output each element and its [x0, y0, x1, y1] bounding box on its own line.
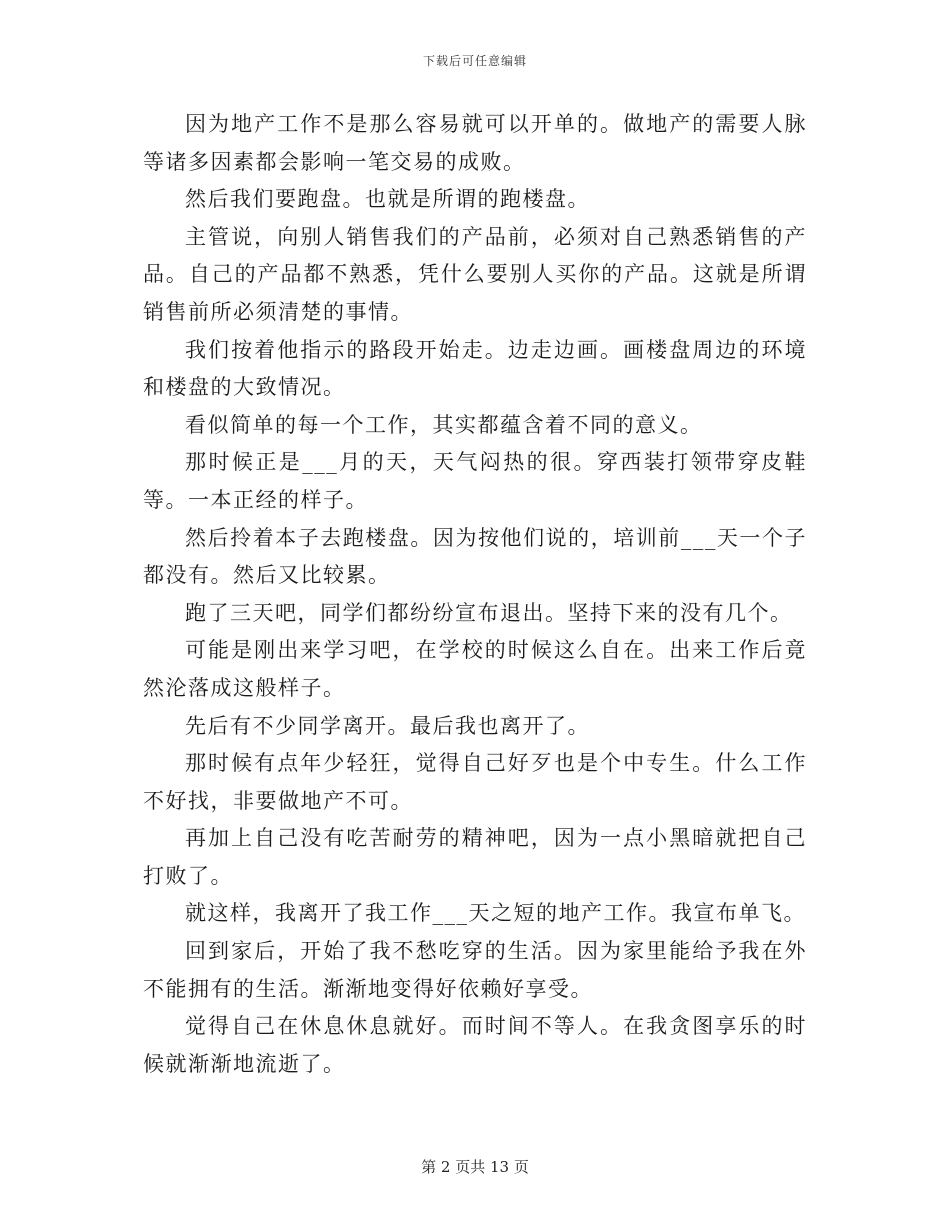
- paragraph: 就这样，我离开了我工作___天之短的地产工作。我宣布单飞。: [185, 901, 806, 926]
- paragraph: 然后我们要跑盘。也就是所谓的跑楼盘。: [185, 187, 590, 212]
- paragraph: 再加上自己没有吃苦耐劳的精神吧，因为一点小黑暗就把自己打败了。: [143, 826, 807, 888]
- paragraph: 看似简单的每一个工作，其实都蕴含着不同的意义。: [185, 412, 703, 437]
- paragraph: 那时候有点年少轻狂，觉得自己好歹也是个中专生。什么工作不好找，非要做地产不可。: [143, 751, 807, 813]
- paragraph: 因为地产工作不是那么容易就可以开单的。做地产的需要人脉等诸多因素都会影响一笔交易的成败。: [143, 112, 807, 174]
- page-number-footer: 第 2 页共 13 页: [421, 1158, 529, 1176]
- paragraph: 觉得自己在休息休息就好。而时间不等人。在我贪图享乐的时候就渐渐地流逝了。: [143, 1014, 807, 1076]
- paragraph: 那时候正是___月的天，天气闷热的很。穿西装打领带穿皮鞋等。一本正经的样子。: [143, 450, 807, 512]
- paragraph: 主管说，向别人销售我们的产品前，必须对自己熟悉销售的产品。自己的产品都不熟悉，凭什么要别人买你的产品。这就是所谓销售前所必须清楚的事情。: [143, 224, 807, 324]
- page-header: 下载后可任意编辑: [422, 54, 527, 68]
- paragraph: 可能是刚出来学习吧，在学校的时候这么自在。出来工作后竟然沦落成这般样子。: [143, 638, 807, 700]
- paragraph: 然后拎着本子去跑楼盘。因为按他们说的，培训前___天一个子都没有。然后又比较累。: [143, 525, 807, 588]
- paragraph: 跑了三天吧，同学们都纷纷宣布退出。坚持下来的没有几个。: [185, 600, 793, 625]
- document-body: [143, 106, 807, 1083]
- paragraph: 先后有不少同学离开。最后我也离开了。: [185, 713, 590, 738]
- paragraph: 我们按着他指示的路段开始走。边走边画。画楼盘周边的环境和楼盘的大致情况。: [143, 337, 807, 400]
- paragraph: 回到家后，开始了我不愁吃穿的生活。因为家里能给予我在外不能拥有的生活。渐渐地变得好依赖好享受。: [143, 939, 807, 1001]
